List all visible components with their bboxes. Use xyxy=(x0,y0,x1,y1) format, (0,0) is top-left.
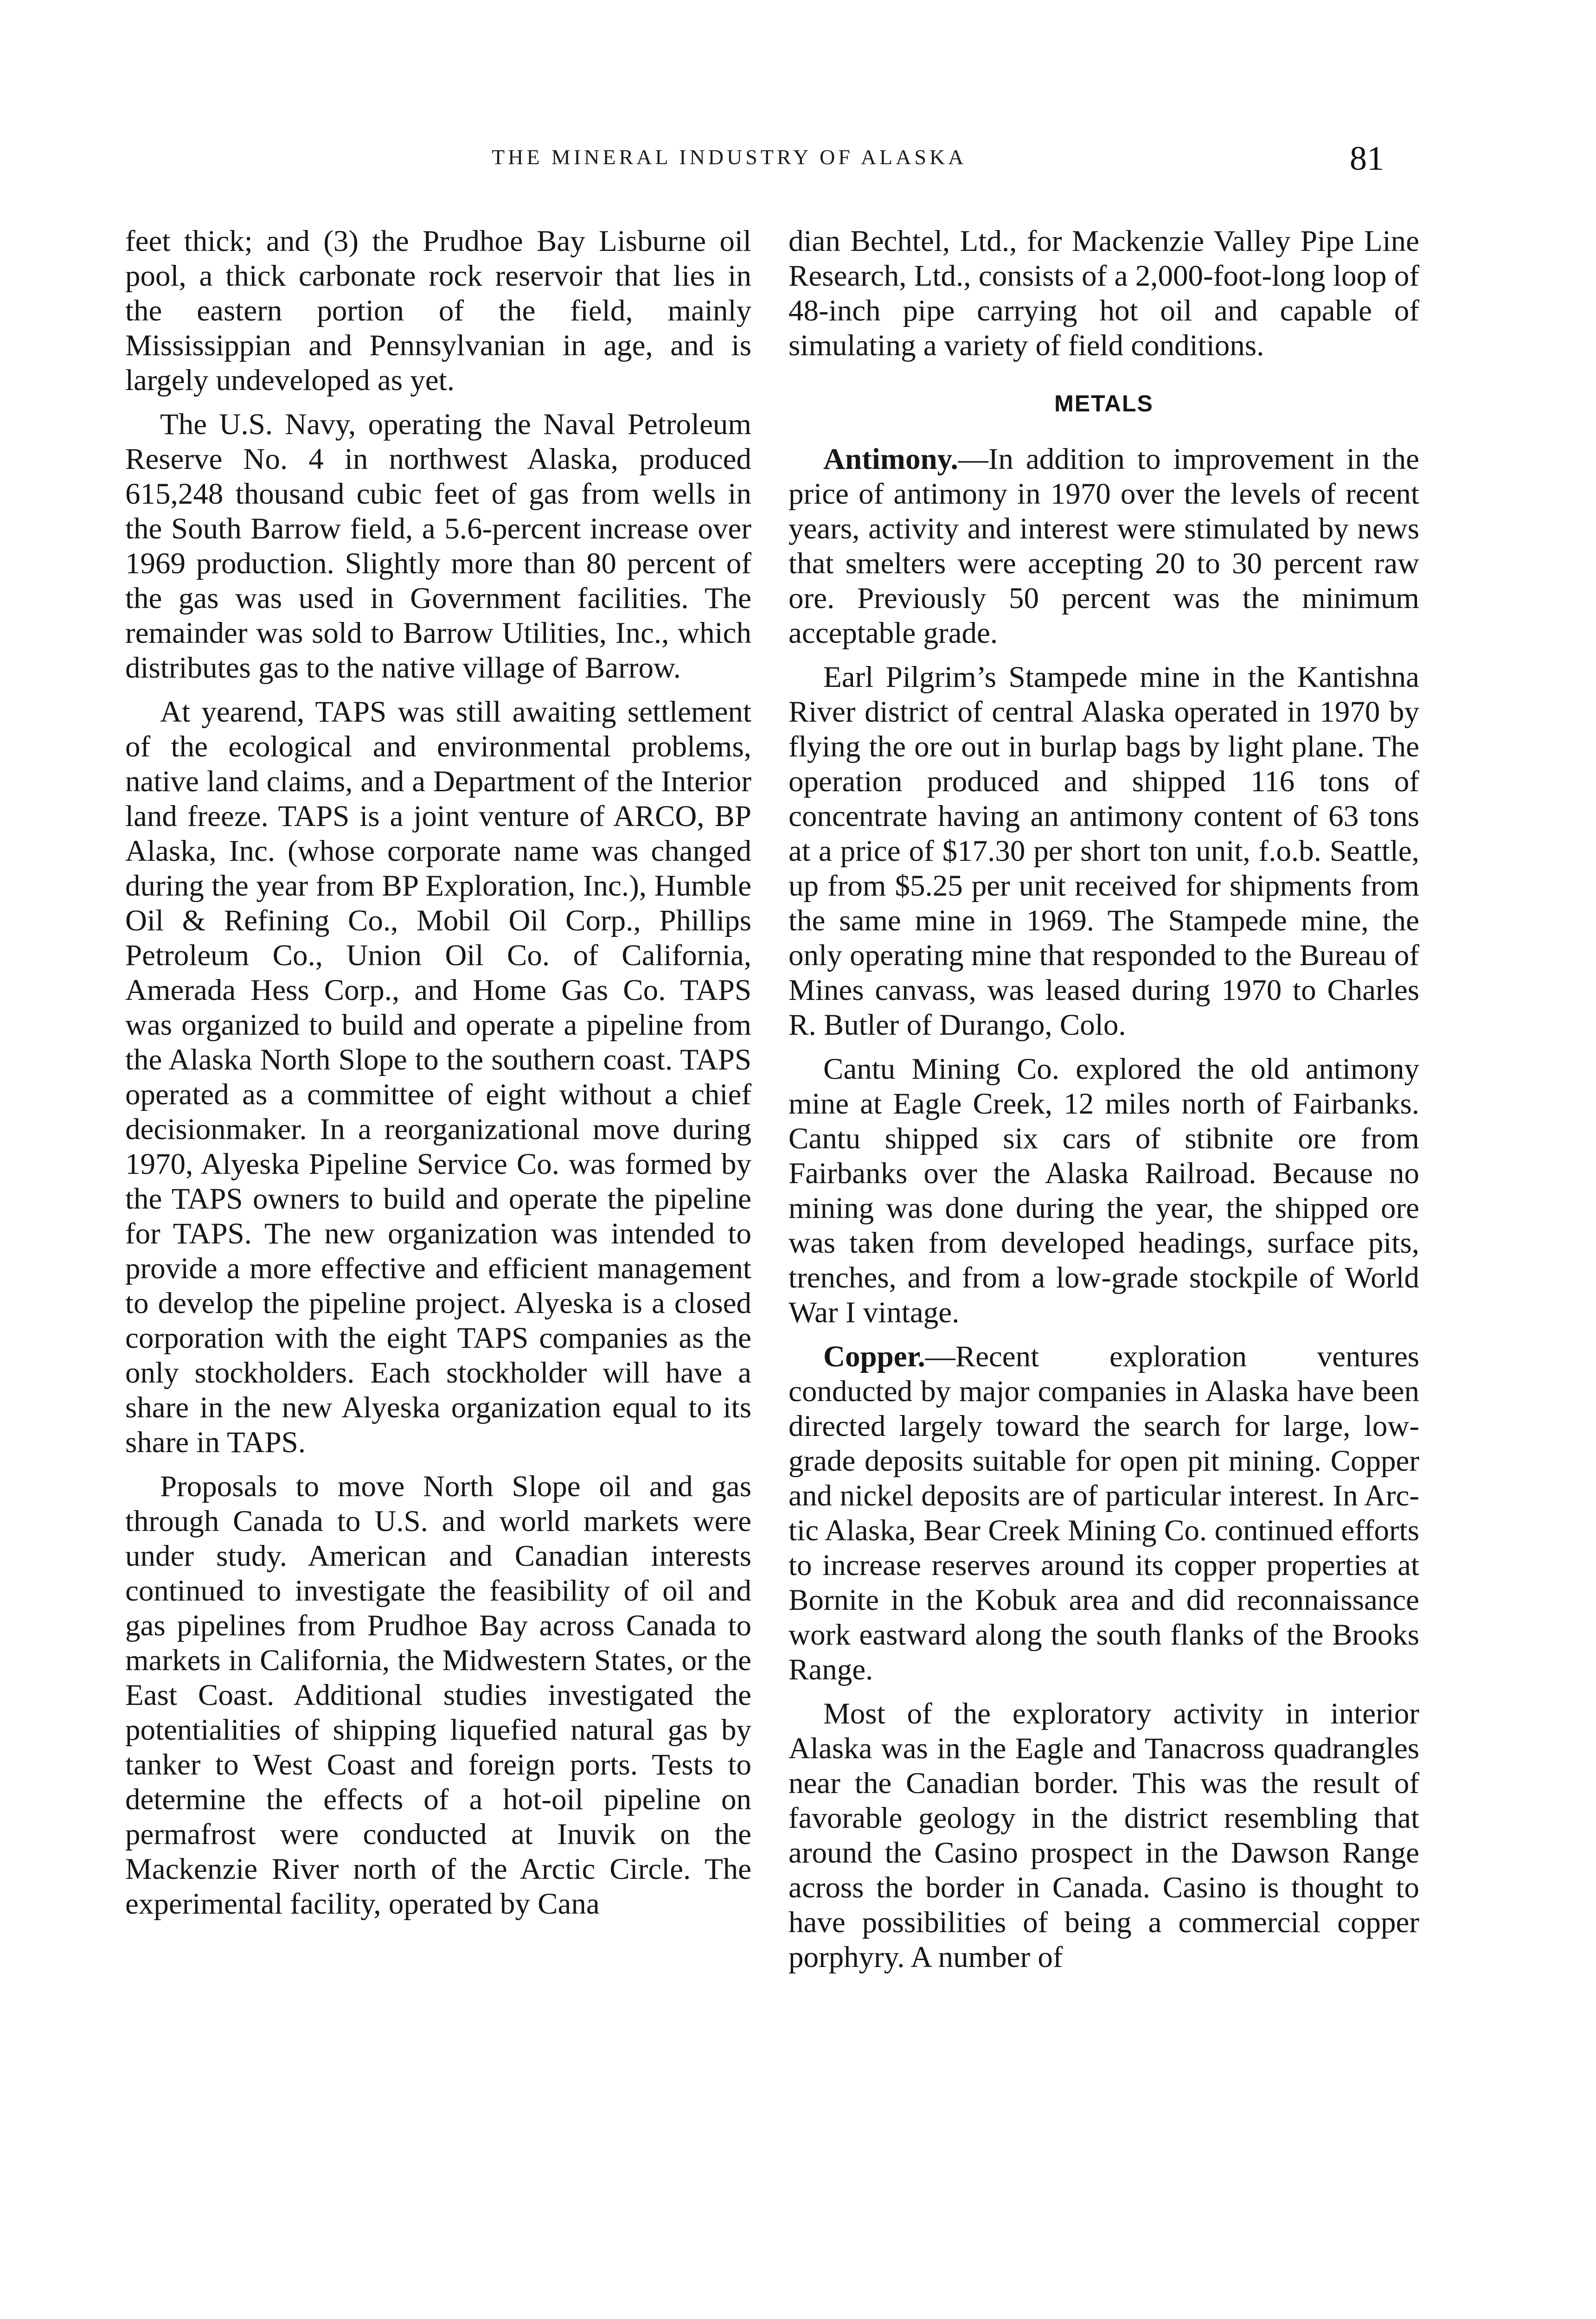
paragraph-naval-petroleum-reserve: The U.S. Navy, operating the Naval Petroleum Reserve No. 4 in northwest Alaska, produced 615,248 thousand cubic feet of gas from wells in the South Barrow field, a 5.6-percent increase over 1969 production. Slightly more than 80 percent of the gas was used in Government facilities. The remainder was sold to Barrow Utilities, Inc., which distributes gas to the native village of Barrow. xyxy=(125,408,751,685)
paragraph-pipeline-proposals: Proposals to move North Slope oil and gas through Canada to U.S. and world markets were under study. American and Canadian interests continued to investigate the feasibility of oil and gas pipelines from Prudhoe Bay across Canada to markets in California, the Midwestern States, or the East Coast. Additional studies investigated the potentialities of shipping liquefied natural gas by tanker to West Coast and foreign ports. Tests to determine the effects of a hot-oil pipeline on permafrost were conducted at Inuvik on the Mackenzie River north of the Arctic Circle. The experimental facility, operated by Cana xyxy=(125,1470,751,1921)
paragraph-cantu-mining: Cantu Mining Co. explored the old antimony mine at Eagle Creek, 12 miles north of Fairbanks. Cantu shipped six cars of stibnite ore from Fairbanks over the Alaska Railroad. Because no mining was done during the year, the shipped ore was taken from developed headings, surface pits, trenches, and from a low-grade stockpile of World War I vintage. xyxy=(788,1052,1419,1329)
section-heading-metals: METALS xyxy=(1054,391,1154,416)
page-header xyxy=(0,139,1596,181)
run-in-heading-antimony: Antimony. xyxy=(823,442,958,476)
paragraph-exploratory-activity: Most of the exploratory activity in interior Alaska was in the Eagle and Tanacross quadrangles near the Canadian border. This was the result of favorable geology in the district resembling that around the Casino prospect in the Dawson Range across the border in Canada. Casino is thought to have possibilities of being a commercial copper porphyry. A number of xyxy=(788,1697,1419,1974)
paragraph-taps: At yearend, TAPS was still awaiting settlement of the ecological and environmental problems, native land claims, and a Department of the Interior land freeze. TAPS is a joint venture of ARCO, BP Alaska, Inc. (whose corporate name was changed during the year from BP Exploration, Inc.), Humble Oil & Refining Co., Mobil Oil Corp., Phillips Petroleum Co., Union Oil Co. of California, Amerada Hess Corp., and Home Gas Co. TAPS was organized to build and operate a pipeline from the Alaska North Slope to the southern coast. TAPS operated as a committee of eight without a chief decisionmaker. In a reorganizational move during 1970, Alyeska Pipeline Service Co. was formed by the TAPS owners to build and operate the pipeline for TAPS. The new organization was intended to provide a more effective and efficient management to develop the pipeline project. Alyeska is a closed corporation with the eight TAPS companies as the only stockholders. Each stockholder will have a share in the new Alyeska organization equal to its share in TAPS. xyxy=(125,695,751,1459)
run-in-heading-copper: Copper. xyxy=(823,1340,925,1373)
page-number: 81 xyxy=(1350,140,1384,178)
paragraph-copper xyxy=(788,1339,1419,1687)
left-column xyxy=(125,224,751,1931)
paragraph-bechtel-continued: dian Bechtel, Ltd., for Mackenzie Valley Pipe Line Research, Ltd., consists of a 2,000-foot-long loop of 48-inch pipe carrying hot oil and capable of simulating a variety of field conditions. xyxy=(788,224,1419,362)
copper-text: —Recent exploration ventures conducted by major companies in Alaska have been directed largely toward the search for large, low-grade deposits suitable for open pit mining. Copper and nickel deposits are of particular interest. In Arctic Alaska, Bear Creek Mining Co. continued efforts to increase reserves around its copper properties at Bornite in the Kobuk area and did reconnaissance work eastward along the south flanks of the Brooks Range. xyxy=(788,1340,1419,1686)
paragraph-antimony xyxy=(788,442,1419,651)
antimony-text: —In addition to improvement in the price of antimony in 1970 over the levels of recent years, activity and interest were stimulated by news that smelters were accepting 20 to 30 percent raw ore. Previously 50 percent was the minimum acceptable grade. xyxy=(788,442,1419,650)
running-head: THE MINERAL INDUSTRY OF ALASKA xyxy=(492,145,967,169)
paragraph-stampede-mine: Earl Pilgrim’s Stampede mine in the Kantishna River district of central Alaska operated in 1970 by flying the ore out in burlap bags by light plane. The operation produced and shipped 116 tons of concentrate having an antimony content of 63 tons at a price of $17.30 per short ton unit, f.o.b. Seattle, up from $5.25 per unit received for shipments from the same mine in 1969. The Stampede mine, the only operating mine that responded to the Bureau of Mines canvass, was leased during 1970 to Charles R. Butler of Durango, Colo. xyxy=(788,660,1419,1042)
paragraph-prudhoe-bay-continued: feet thick; and (3) the Prudhoe Bay Lisburne oil pool, a thick carbonate rock reservoir that lies in the eastern portion of the field, mainly Mississippian and Pennsylvanian in age, and is largely undeveloped as yet. xyxy=(125,224,751,397)
right-column xyxy=(788,224,1419,1984)
